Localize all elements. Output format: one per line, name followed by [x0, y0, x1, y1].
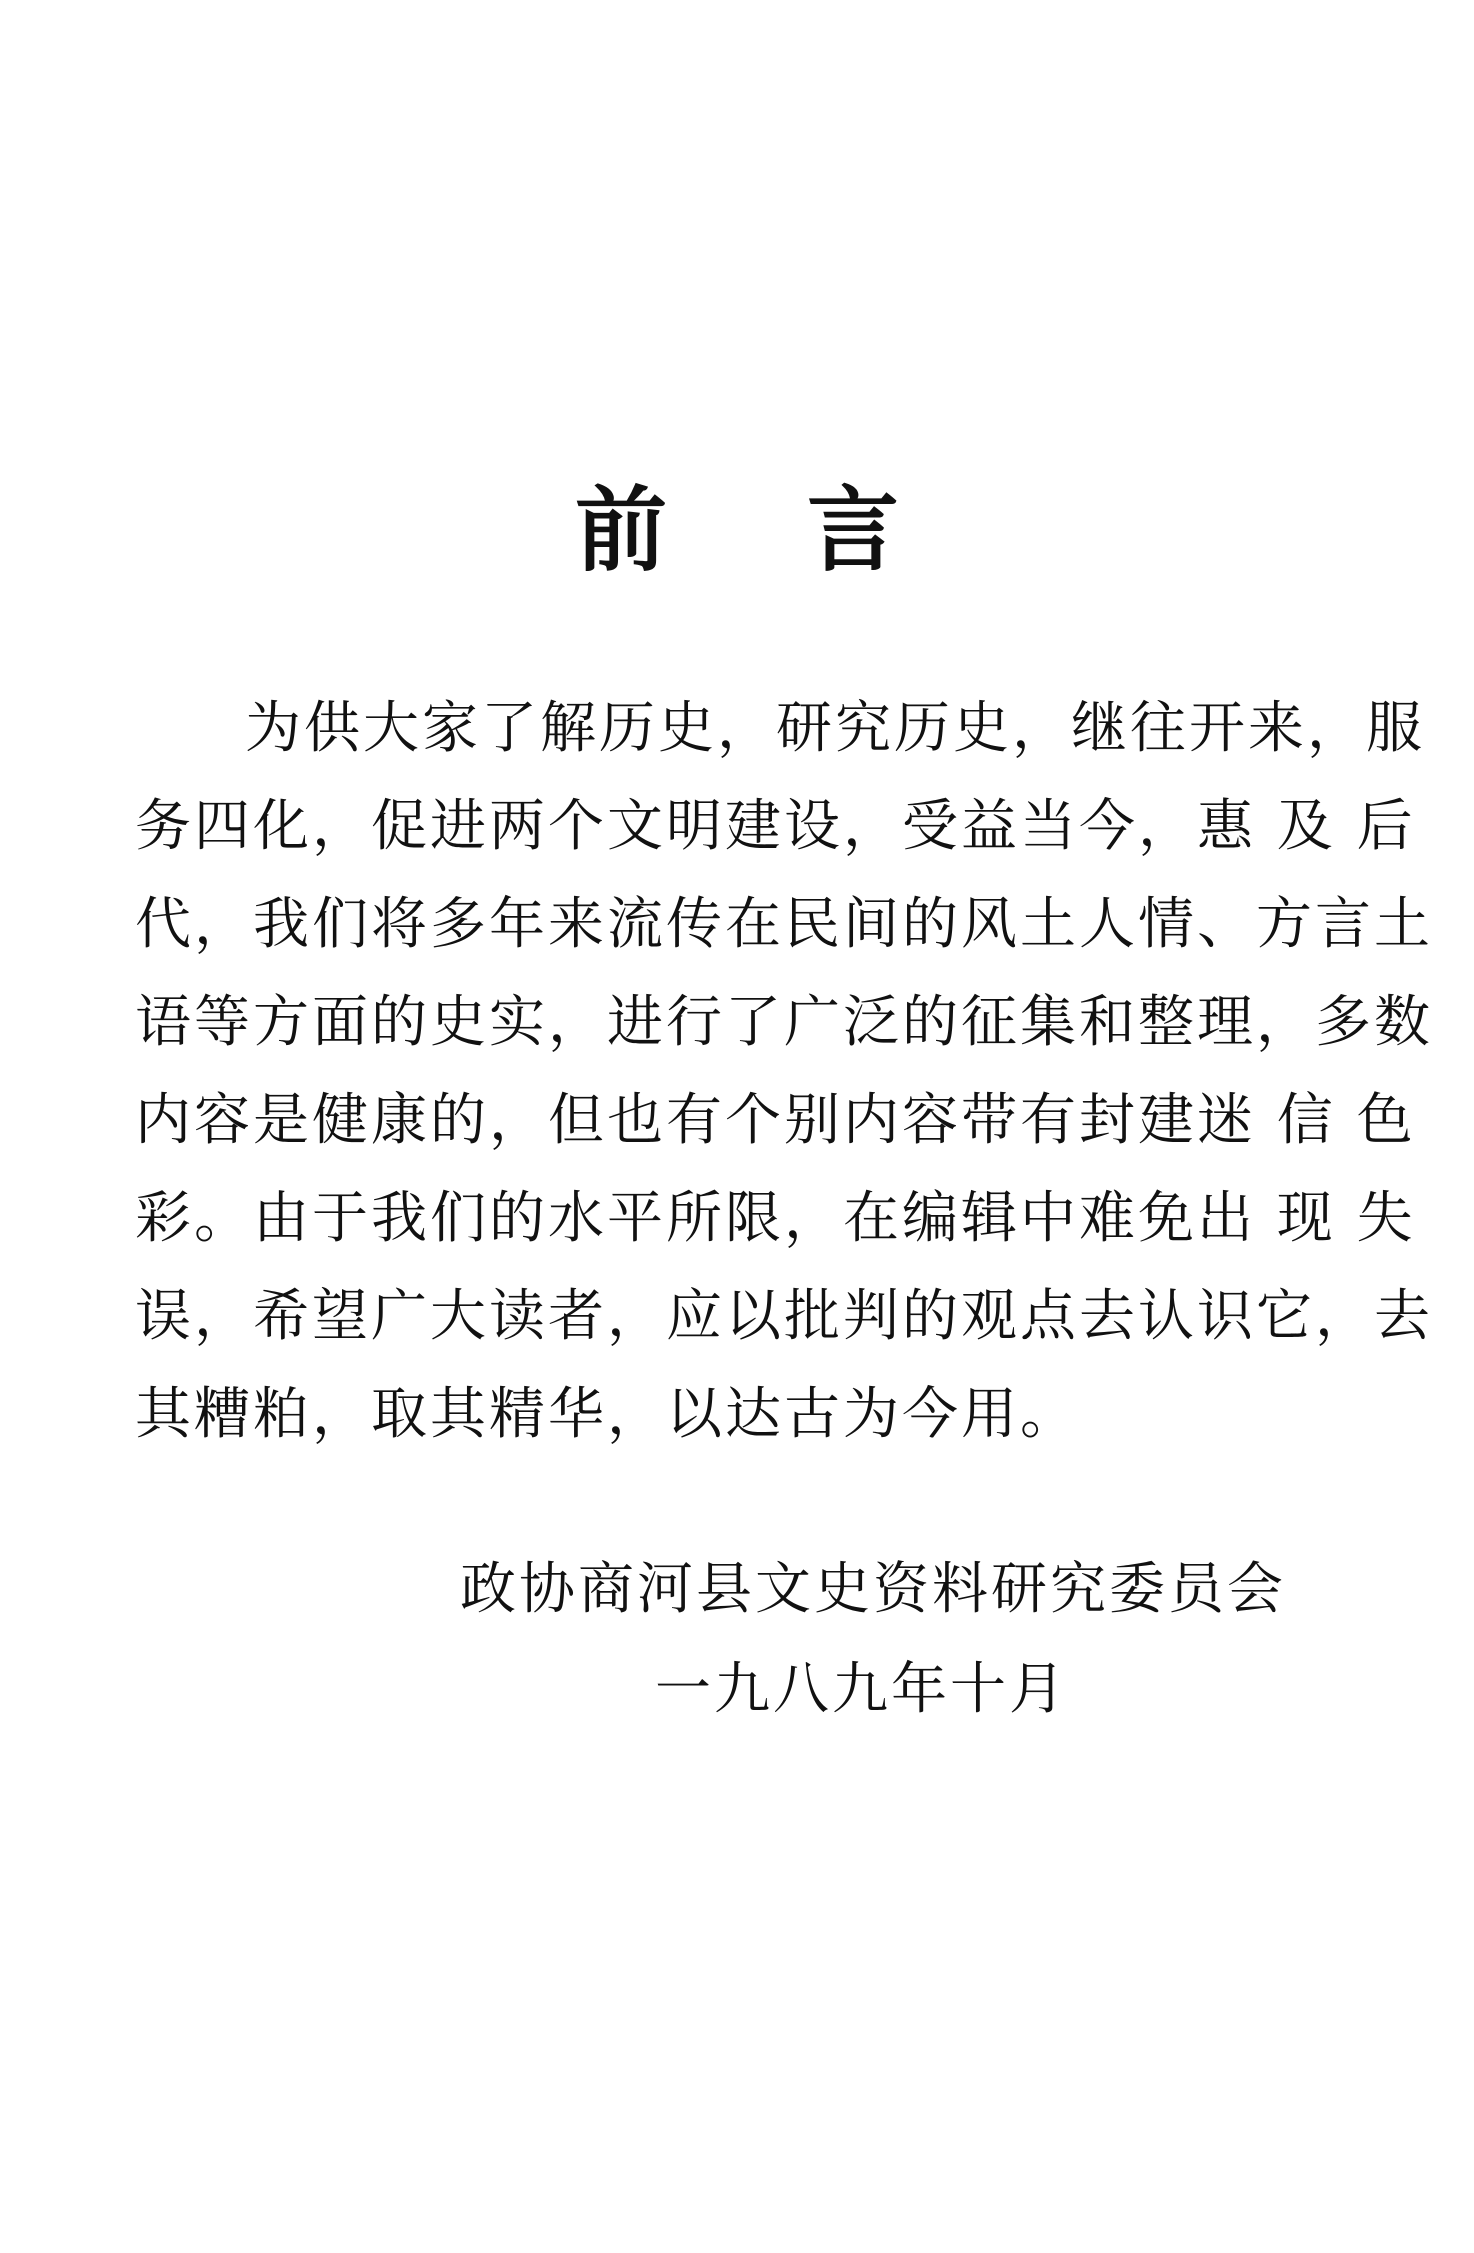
paragraph-line: 彩。由于我们的水平所限，在编辑中难免出 现 失 [135, 1186, 1416, 1251]
paragraph-line: 务四化，促进两个文明建设，受益当今，惠 及 后 [135, 794, 1416, 859]
paragraph-line: 内容是健康的，但也有个别内容带有封建迷 信 色 [135, 1088, 1416, 1153]
paragraph-line: 误，希望广大读者，应以批判的观点去认识它，去 [135, 1284, 1433, 1349]
signature-date: 一九八九年十月 [655, 1657, 1068, 1722]
page-title: 前言 [574, 476, 1039, 584]
paragraph-line: 代，我们将多年来流传在民间的风土人情、方言土 [135, 892, 1433, 957]
paragraph-line: 为供大家了解历史，研究历史，继往开来，服 [245, 696, 1425, 761]
paragraph-line: 语等方面的史实，进行了广泛的征集和整理，多数 [135, 990, 1433, 1055]
paragraph-line: 其糟粕，取其精华，以达古为今用。 [135, 1382, 1079, 1447]
preface-paragraph [135, 680, 1433, 1464]
signature-organization: 政协商河县文史资料研究委员会 [460, 1557, 1286, 1622]
